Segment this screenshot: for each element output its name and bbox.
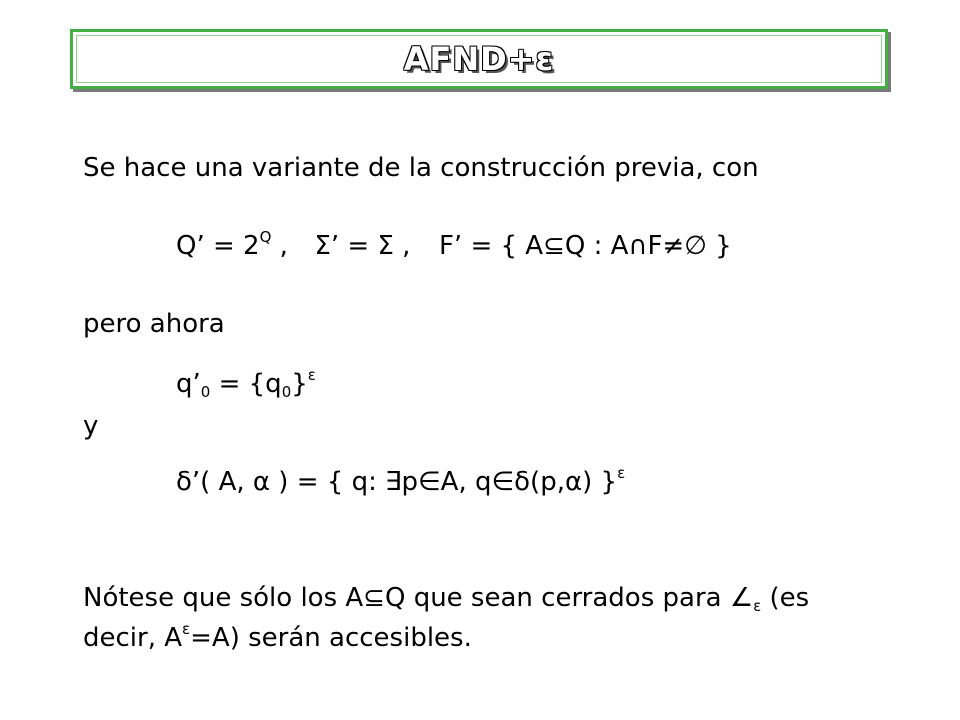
delta-text: δ’( A, α ) = { q: ∃p∈A, q∈δ(p,α) } (176, 467, 618, 497)
def-qprime: Q’ = 2 (176, 231, 260, 261)
q0-mid: = {q (210, 369, 282, 399)
intro-text: Se hace una variante de la construcción previa, con (83, 153, 759, 183)
q0-sup: ε (307, 366, 316, 384)
angle-sub: ε (753, 597, 762, 615)
delta-definition (176, 466, 625, 498)
y-text: y (83, 411, 99, 441)
note-line-1 (83, 582, 809, 614)
title-epsilon: ε (535, 40, 555, 78)
q0-lead: q’ (176, 369, 201, 399)
note-l2b: =A) serán accesibles. (190, 623, 472, 653)
def-sep-1: , (271, 231, 288, 261)
slide-title (404, 40, 555, 78)
def-sep-2: , (393, 231, 411, 261)
def-fprime: F’ = { A⊆Q : A∩F≠∅ } (438, 231, 732, 261)
note-l2-sup: ε (182, 620, 191, 638)
q0-definition (176, 368, 316, 400)
angle-symbol: ∠ (729, 583, 754, 613)
pero-ahora-text: pero ahora (83, 309, 225, 339)
title-banner (70, 29, 888, 89)
q0-close: } (291, 369, 308, 399)
note-l2a: decir, A (83, 623, 183, 653)
note-line-2 (83, 622, 472, 654)
def-qprime-exp: Q (259, 228, 272, 246)
note-l1a: Nótese que sólo los A⊆Q que sean cerrados para (83, 583, 730, 613)
q0-sub-1: 0 (200, 383, 211, 401)
note-l1b: (es (761, 583, 810, 613)
title-main: AFND+ (403, 40, 536, 78)
q0-sub-2: 0 (281, 383, 292, 401)
delta-sup: ε (617, 464, 626, 482)
def-sigma: Σ’ = Σ (314, 231, 394, 261)
definition-line (176, 230, 732, 262)
